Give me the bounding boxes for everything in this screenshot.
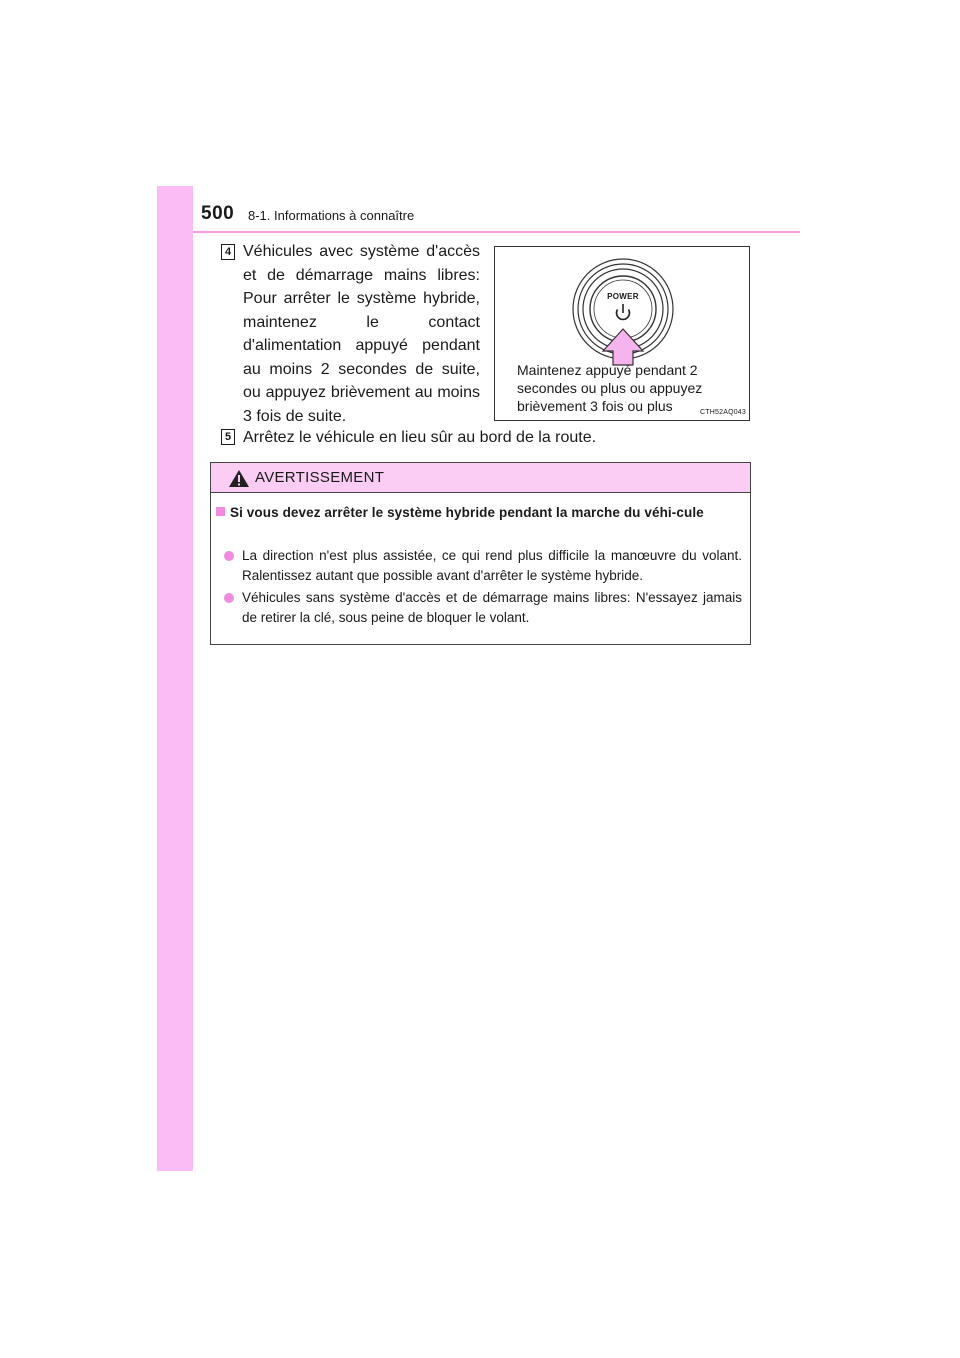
power-button-figure <box>494 246 750 421</box>
warning-bullet <box>224 588 742 628</box>
round-bullet-icon <box>224 551 234 561</box>
page-number: 500 <box>201 203 235 224</box>
step-text: Arrêtez le véhicule en lieu sûr au bord de la route. <box>243 429 597 446</box>
square-bullet-icon <box>216 507 225 516</box>
step-number-badge: 5 <box>221 429 235 445</box>
warning-box <box>210 462 751 645</box>
figure-caption: Maintenez appuyé pendant 2 secondes ou plus ou appuyez brièvement 3 fois ou plus <box>517 362 703 414</box>
side-color-band <box>157 186 193 1171</box>
header-rule <box>193 231 800 233</box>
warning-bullet-text: Véhicules sans système d'accès et de démarrage mains libres: N'essayez jamais de retirer la clé, sous peine de bloquer le volant. <box>242 590 742 625</box>
figure-code: CTH52AQ043 <box>700 409 746 416</box>
section-title: 8-1. Informations à connaître <box>248 208 415 223</box>
step-number-badge: 4 <box>221 244 235 260</box>
warning-heading <box>216 503 743 523</box>
round-bullet-icon <box>224 593 234 603</box>
warning-header <box>211 463 750 493</box>
warning-heading-text: Si vous devez arrêter le système hybride pendant la marche du véhi-cule <box>230 505 704 520</box>
power-button-label: POWER <box>607 292 639 301</box>
warning-triangle-icon <box>228 469 250 488</box>
warning-bullet <box>224 546 742 586</box>
warning-title: AVERTISSEMENT <box>255 469 385 486</box>
warning-bullet-text: La direction n'est plus assistée, ce qui rend plus difficile la manœuvre du volant. Ralentissez autant que possible avant d'arrêter le système hybride. <box>242 548 742 583</box>
step-text: Véhicules avec système d'accès et de démarrage mains libres: Pour arrêter le système hybride, maintenez le contact d'alimentation appuyé pendant au moins 2 secondes de suite, ou appuyez brièvement au moins 3 fois de suite. <box>243 243 480 425</box>
